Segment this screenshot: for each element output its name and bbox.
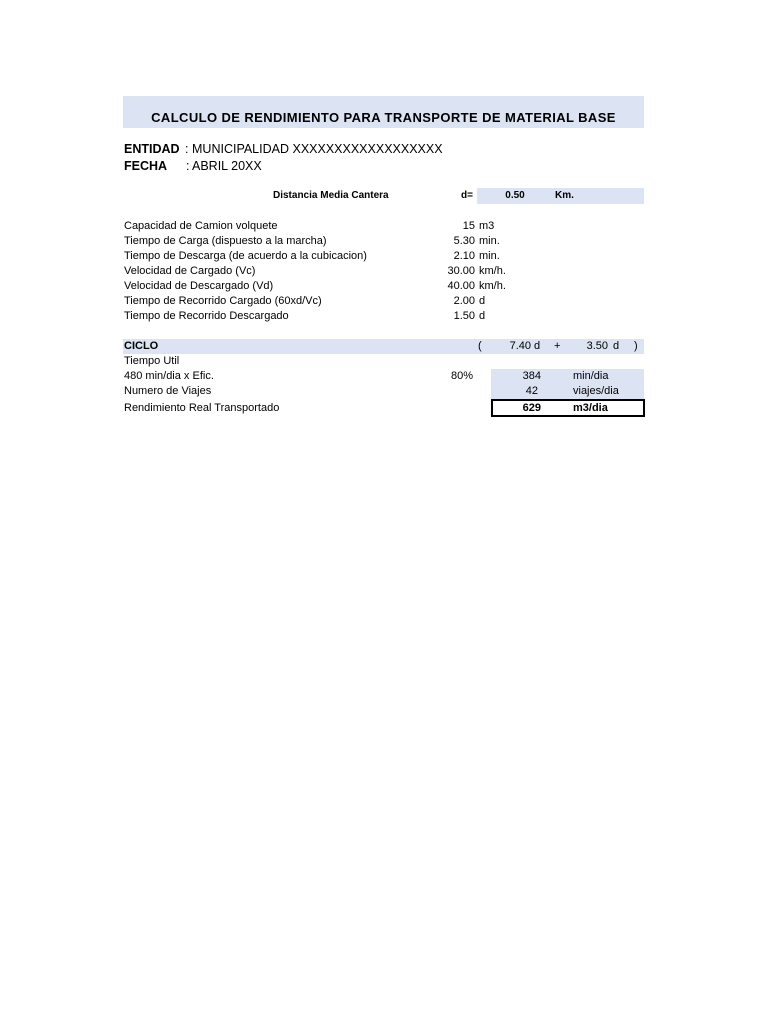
rendimiento-value: 629 [522, 402, 541, 414]
rendimiento-label: Rendimiento Real Transportado [124, 402, 280, 414]
fecha-sep: : [186, 159, 190, 173]
distancia-symbol: d= [461, 190, 473, 201]
row-label: Tiempo de Descarga (de acuerdo a la cubicacion) [124, 250, 367, 262]
viajes-label: Numero de Viajes [124, 385, 212, 397]
viajes-unit: viajes/dia [573, 385, 619, 397]
ciclo-close: ) [634, 340, 638, 352]
rendimiento-unit: m3/dia [573, 402, 608, 414]
viajes-value: 42 [525, 385, 538, 397]
row-value: 40.00 [447, 280, 475, 292]
row-value: 15 [462, 220, 475, 232]
row-label: Tiempo de Carga (dispuesto a la marcha) [124, 235, 327, 247]
eficiencia-label: 480 min/dia x Efic. [124, 370, 214, 382]
row-label: Tiempo de Recorrido Cargado (60xd/Vc) [124, 295, 322, 307]
ciclo-open: ( [478, 340, 482, 352]
entidad-value: MUNICIPALIDAD XXXXXXXXXXXXXXXXXX [192, 142, 443, 156]
entidad-sep: : [185, 142, 189, 156]
row-value: 2.10 [453, 250, 475, 262]
row-label: Velocidad de Cargado (Vc) [124, 265, 256, 277]
distancia-unit: Km. [555, 190, 574, 201]
ciclo-b-unit: d [613, 340, 620, 352]
title-bar [123, 96, 644, 128]
row-unit: km/h. [479, 265, 506, 277]
fecha-label: FECHA [124, 159, 168, 173]
ciclo-b-value: 3.50 [586, 340, 608, 352]
ciclo-plus: + [554, 340, 561, 352]
row-value: 1.50 [453, 310, 475, 322]
row-unit: d [479, 310, 486, 322]
distancia-value: 0.50 [505, 190, 525, 201]
row-label: Tiempo de Recorrido Descargado [124, 310, 289, 322]
row-unit: d [479, 295, 486, 307]
page-title: CALCULO DE RENDIMIENTO PARA TRANSPORTE DE MATERIAL BASE [151, 110, 616, 125]
row-unit: m3 [479, 220, 495, 232]
row-unit: km/h. [479, 280, 506, 292]
entidad-label: ENTIDAD [124, 142, 180, 156]
row-unit: min. [479, 250, 500, 262]
ciclo-fill [123, 339, 644, 354]
row-label: Capacidad de Camion volquete [124, 220, 278, 232]
row-value: 2.00 [453, 295, 475, 307]
ciclo-label: CICLO [124, 340, 159, 352]
ciclo-a-unit: d [534, 340, 541, 352]
ciclo-a-value: 7.40 [509, 340, 531, 352]
row-label: Velocidad de Descargado (Vd) [124, 280, 274, 292]
row-value: 5.30 [453, 235, 475, 247]
eficiencia-value: 384 [522, 370, 541, 382]
eficiencia-unit: min/dia [573, 370, 609, 382]
fecha-value: ABRIL 20XX [192, 159, 262, 173]
row-unit: min. [479, 235, 500, 247]
tiempo-util-label: Tiempo Util [124, 355, 180, 367]
distancia-label: Distancia Media Cantera [273, 190, 389, 201]
row-value: 30.00 [447, 265, 475, 277]
eficiencia-pct: 80% [451, 370, 474, 382]
